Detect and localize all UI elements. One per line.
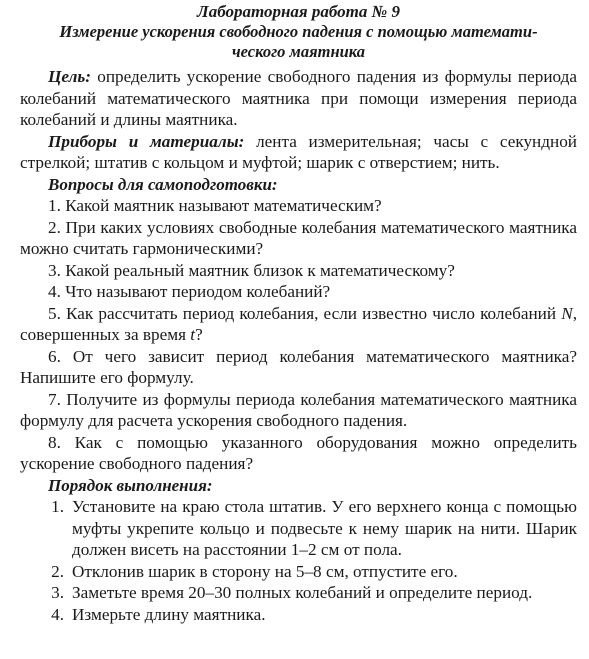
equipment-text: лента измерительная; часы с секундной стрелкой; штатив с кольцом и муфтой; шарик с отверстием; нить.: [20, 131, 577, 172]
question-item: 8. Как с помощью указанного оборудования можно определить ускорение свободного падения?: [20, 432, 577, 473]
questions-heading: Вопросы для самоподготовки:: [48, 174, 278, 194]
procedure-list: [20, 496, 577, 625]
step-number: 4.: [51, 604, 64, 624]
step-number: 1.: [51, 497, 64, 516]
question-5-part-a: 5. Как рассчитать период колебания, если известно число колебаний: [48, 303, 562, 323]
equipment-label: Приборы и материалы:: [48, 131, 245, 151]
step-text: Измерьте длину маятника.: [72, 604, 266, 624]
lab-subtitle-line2: ческого маятника: [232, 42, 365, 61]
goal-label: Цель:: [48, 67, 91, 86]
step-text: Заметьте время 20–30 полных колебаний и определите период.: [72, 583, 533, 602]
goal-text: определить ускорение свободного падения из формулы периода колебаний математического маятника при помощи измерения периода колебаний и длины маятника.: [20, 67, 577, 129]
question-item: 6. От чего зависит период колебания математического маятника? Напишите его формулу.: [20, 346, 577, 387]
variable-t: t: [190, 325, 196, 344]
question-item: 4. Что называют периодом колебаний?: [48, 282, 331, 301]
procedure-step: [20, 561, 577, 583]
question-item: [20, 303, 577, 346]
equipment-paragraph: [20, 131, 577, 174]
procedure-step: [20, 582, 577, 604]
procedure-heading: Порядок выполнения:: [48, 475, 213, 495]
variable-n: N: [561, 303, 573, 323]
step-text: Отклонив шарик в сторону на 5–8 см, отпустите его.: [72, 561, 458, 581]
step-number: 3.: [51, 583, 64, 602]
lab-subtitle-line1: Измерение ускорения свободного падения с помощью математи-: [59, 22, 538, 41]
question-item: 7. Получите из формулы периода колебания математического маятника формулу для расчета ускорения свободного падения.: [20, 389, 577, 430]
step-number: 2.: [51, 561, 64, 581]
goal-paragraph: [20, 66, 577, 131]
procedure-step: [20, 604, 577, 626]
lab-subtitle: [20, 22, 577, 62]
step-text: Установите на краю стола штатив. У его верхнего конца с помощью муфты укрепите кольцо и подвесьте к нему шарик на нити. Шарик должен висеть на расстоянии 1–2 см от пола.: [72, 497, 577, 559]
question-item: 1. Какой маятник называют математическим?: [48, 196, 382, 215]
question-item: 3. Какой реальный маятник близок к математическому?: [48, 260, 455, 280]
questions-list: [20, 195, 577, 475]
question-item: 2. При каких условиях свободные колебания математического маятника можно считать гармоническими?: [20, 217, 577, 258]
question-5-part-b: , совершенных за время: [20, 303, 577, 344]
question-5-part-c: ?: [195, 325, 203, 344]
lab-title: Лабораторная работа № 9: [197, 2, 400, 21]
procedure-step: [20, 496, 577, 561]
